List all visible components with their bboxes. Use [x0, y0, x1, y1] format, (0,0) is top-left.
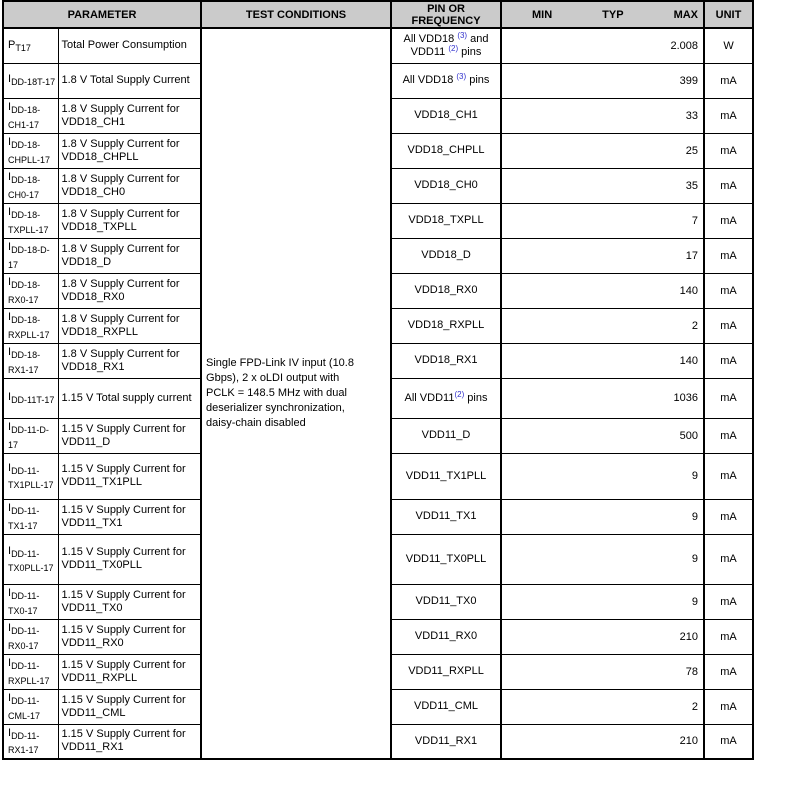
pin-or-frequency-cell	[391, 168, 501, 203]
pin-text: VDD18_RX1	[414, 354, 478, 366]
max-value-cell: 210	[501, 619, 704, 654]
max-value-cell: 33	[501, 98, 704, 133]
pin-text: VDD18_D	[421, 249, 471, 261]
pin-or-frequency-cell	[391, 343, 501, 378]
param-symbol-base: I	[8, 73, 12, 86]
unit-cell: mA	[704, 499, 753, 534]
unit-cell: mA	[704, 418, 753, 453]
pin-text: pins	[466, 74, 490, 86]
param-symbol-subscript: DD-18T-17	[11, 77, 56, 88]
param-symbol-cell	[3, 689, 58, 724]
param-symbol-subscript: DD-11-RX0-17	[8, 626, 40, 651]
param-symbol-base: I	[8, 311, 12, 324]
max-value-cell: 9	[501, 499, 704, 534]
param-description-cell: 1.15 V Supply Current for VDD11_TX0PLL	[58, 534, 201, 584]
param-symbol-cell	[3, 619, 58, 654]
power-supply-current-table	[2, 0, 754, 760]
param-symbol-cell	[3, 584, 58, 619]
unit-cell: mA	[704, 619, 753, 654]
param-symbol-subscript: DD-11-TX1PLL-17	[8, 466, 54, 491]
pin-or-frequency-cell	[391, 308, 501, 343]
unit-cell: mA	[704, 238, 753, 273]
col-header-parameter: PARAMETER	[3, 1, 201, 28]
pin-or-frequency-cell	[391, 28, 501, 63]
test-conditions-text: Single FPD-Link IV input (10.8 Gbps), 2 x oLDI output with PCLK = 148.5 MHz with dual deserializer synchronization, daisy-chain disabled	[206, 357, 354, 429]
test-conditions-cell	[201, 28, 391, 759]
param-symbol-subscript: DD-18-CH0-17	[8, 175, 41, 200]
param-symbol-cell	[3, 378, 58, 418]
footnote-ref-link[interactable]: (2)	[454, 389, 465, 399]
pin-text: VDD18_RXPLL	[407, 319, 485, 331]
max-value-cell: 78	[501, 654, 704, 689]
param-symbol-subscript: DD-18-CHPLL-17	[8, 140, 51, 165]
pin-or-frequency-cell	[391, 378, 501, 418]
param-symbol-cell	[3, 203, 58, 238]
pin-or-frequency-cell	[391, 619, 501, 654]
header-row	[3, 1, 753, 28]
min-typ-max-labels	[502, 9, 703, 21]
param-symbol-subscript: DD-11-RXPLL-17	[8, 661, 50, 686]
param-symbol-cell	[3, 534, 58, 584]
col-header-min-typ-max	[501, 1, 704, 28]
pin-text: VDD18_RX0	[414, 284, 478, 296]
param-symbol-base: I	[8, 657, 12, 670]
param-symbol-subscript: T17	[15, 42, 31, 53]
unit-cell: mA	[704, 308, 753, 343]
param-symbol-cell	[3, 63, 58, 98]
param-description-cell: 1.15 V Supply Current for VDD11_CML	[58, 689, 201, 724]
pin-text: VDD11_RXPLL	[408, 665, 484, 677]
param-symbol-subscript: DD-18-RX1-17	[8, 350, 41, 375]
max-value-cell: 210	[501, 724, 704, 759]
param-symbol-base: I	[8, 241, 12, 254]
pin-or-frequency-cell	[391, 203, 501, 238]
param-symbol-base: I	[8, 727, 12, 740]
pin-or-frequency-cell	[391, 499, 501, 534]
pin-or-frequency-cell	[391, 689, 501, 724]
pin-text: VDD11_RX0	[414, 630, 478, 642]
pin-text: VDD18_TXPLL	[408, 214, 484, 226]
param-symbol-base: I	[8, 390, 12, 403]
param-symbol-base: I	[8, 502, 12, 515]
unit-cell: mA	[704, 203, 753, 238]
footnote-ref-link[interactable]: (3)	[456, 72, 467, 81]
pin-text: All VDD18	[402, 74, 457, 86]
param-symbol-cell	[3, 499, 58, 534]
max-value-cell: 399	[501, 63, 704, 98]
param-symbol-cell	[3, 98, 58, 133]
pin-text: All VDD11	[404, 391, 455, 404]
max-value-cell: 35	[501, 168, 704, 203]
unit-cell: mA	[704, 654, 753, 689]
pin-text: VDD11_CML	[414, 700, 479, 712]
max-value-cell: 140	[501, 343, 704, 378]
col-header-unit: UNIT	[704, 1, 753, 28]
param-symbol-base: I	[8, 206, 12, 219]
param-symbol-cell	[3, 418, 58, 453]
param-symbol-subscript: DD-18-RX0-17	[8, 280, 41, 305]
param-symbol-subscript: DD-11-TX1-17	[8, 506, 40, 531]
unit-cell: mA	[704, 584, 753, 619]
param-symbol-cell	[3, 654, 58, 689]
table-row	[3, 28, 753, 63]
param-symbol-base: I	[8, 461, 12, 474]
param-symbol-subscript: DD-11-RX1-17	[8, 731, 40, 756]
param-symbol-cell	[3, 168, 58, 203]
pin-or-frequency-cell	[391, 534, 501, 584]
max-value-cell: 9	[501, 584, 704, 619]
unit-cell: mA	[704, 724, 753, 759]
max-value-cell: 140	[501, 273, 704, 308]
param-symbol-subscript: DD-18-RXPLL-17	[8, 315, 50, 340]
param-symbol-base: I	[8, 544, 12, 557]
pin-text: pins	[464, 391, 488, 404]
param-symbol-subscript: DD-11T-17	[11, 395, 55, 406]
max-value-cell: 7	[501, 203, 704, 238]
pin-or-frequency-cell	[391, 63, 501, 98]
param-symbol-base: I	[8, 692, 12, 705]
param-symbol-subscript: DD-11-TX0PLL-17	[8, 549, 54, 574]
param-description-cell: 1.15 V Supply Current for VDD11_TX1	[58, 499, 201, 534]
param-symbol-cell	[3, 308, 58, 343]
max-value-cell: 2	[501, 308, 704, 343]
pin-or-frequency-cell	[391, 724, 501, 759]
unit-cell: mA	[704, 378, 753, 418]
max-value-cell: 2	[501, 689, 704, 724]
pin-text: and VDD11	[410, 32, 489, 58]
param-symbol-cell	[3, 273, 58, 308]
param-symbol-base: P	[8, 38, 16, 51]
param-description-cell: 1.8 V Supply Current for VDD18_CHPLL	[58, 133, 201, 168]
footnote-ref-link[interactable]: (2)	[448, 43, 459, 53]
param-symbol-cell	[3, 453, 58, 499]
param-description-cell: 1.15 V Supply Current for VDD11_TX1PLL	[58, 453, 201, 499]
param-symbol-subscript: DD-11-D-17	[8, 425, 49, 450]
param-symbol-subscript: DD-18-D-17	[8, 245, 50, 270]
pin-text: VDD11_TX1	[415, 510, 477, 522]
param-symbol-cell	[3, 133, 58, 168]
pin-text: VDD18_CH1	[414, 109, 478, 121]
param-description-cell: 1.8 V Supply Current for VDD18_CH0	[58, 168, 201, 203]
max-value-cell: 2.008	[501, 28, 704, 63]
param-symbol-base: I	[8, 101, 12, 114]
pin-text: VDD18_CHPLL	[407, 144, 485, 156]
footnote-ref-link[interactable]: (3)	[457, 30, 468, 40]
max-value-cell: 1036	[501, 378, 704, 418]
pin-text: VDD18_CH0	[414, 179, 478, 191]
max-value-cell: 17	[501, 238, 704, 273]
col-header-min: MIN	[532, 8, 553, 21]
pin-text: VDD11_TX0PLL	[405, 552, 487, 565]
pin-text: pins	[458, 45, 482, 58]
param-description-cell: 1.15 V Supply Current for VDD11_RX0	[58, 619, 201, 654]
param-description-cell: 1.8 V Supply Current for VDD18_RX0	[58, 273, 201, 308]
param-symbol-base: I	[8, 276, 12, 289]
pin-text: All VDD18	[403, 32, 458, 45]
pin-or-frequency-cell	[391, 238, 501, 273]
param-symbol-base: I	[8, 421, 12, 434]
param-symbol-base: I	[8, 622, 12, 635]
param-symbol-base: I	[8, 587, 12, 600]
param-description-cell: 1.8 V Supply Current for VDD18_CH1	[58, 98, 201, 133]
unit-cell: mA	[704, 453, 753, 499]
max-value-cell: 25	[501, 133, 704, 168]
unit-cell: W	[704, 28, 753, 63]
unit-cell: mA	[704, 98, 753, 133]
pin-text: VDD11_TX0	[415, 595, 477, 607]
table-body	[3, 28, 753, 759]
param-description-cell: 1.15 V Supply Current for VDD11_RX1	[58, 724, 201, 759]
max-value-cell: 500	[501, 418, 704, 453]
param-symbol-cell	[3, 343, 58, 378]
pin-text: VDD11_RX1	[414, 734, 478, 747]
param-description-cell: 1.8 V Supply Current for VDD18_RX1	[58, 343, 201, 378]
unit-cell: mA	[704, 534, 753, 584]
pin-text: VDD11_D	[421, 429, 471, 441]
pin-or-frequency-cell	[391, 273, 501, 308]
param-description-cell: 1.8 V Supply Current for VDD18_D	[58, 238, 201, 273]
col-header-test-conditions: TEST CONDITIONS	[201, 1, 391, 28]
pin-or-frequency-cell	[391, 584, 501, 619]
param-symbol-cell	[3, 28, 58, 63]
param-symbol-base: I	[8, 136, 12, 149]
param-description-cell: 1.15 V Supply Current for VDD11_TX0	[58, 584, 201, 619]
col-header-typ: TYP	[602, 8, 624, 21]
unit-cell: mA	[704, 63, 753, 98]
param-symbol-base: I	[8, 346, 12, 359]
param-symbol-subscript: DD-18-CH1-17	[8, 105, 41, 130]
param-description-cell: 1.8 V Total Supply Current	[58, 63, 201, 98]
pin-text: VDD11_TX1PLL	[405, 469, 487, 482]
max-value-cell: 9	[501, 534, 704, 584]
unit-cell: mA	[704, 273, 753, 308]
param-description-cell: Total Power Consumption	[58, 28, 201, 63]
table-header	[3, 1, 753, 28]
param-description-cell: 1.8 V Supply Current for VDD18_TXPLL	[58, 203, 201, 238]
col-header-max: MAX	[673, 8, 699, 21]
pin-or-frequency-cell	[391, 133, 501, 168]
param-symbol-subscript: DD-18-TXPLL-17	[8, 210, 49, 235]
pin-or-frequency-cell	[391, 418, 501, 453]
param-description-cell: 1.15 V Supply Current for VDD11_D	[58, 418, 201, 453]
col-header-pin-or-frequency: PIN OR FREQUENCY	[391, 1, 501, 28]
param-symbol-cell	[3, 724, 58, 759]
unit-cell: mA	[704, 343, 753, 378]
param-description-cell: 1.8 V Supply Current for VDD18_RXPLL	[58, 308, 201, 343]
pin-or-frequency-cell	[391, 453, 501, 499]
max-value-cell: 9	[501, 453, 704, 499]
param-description-cell: 1.15 V Supply Current for VDD11_RXPLL	[58, 654, 201, 689]
unit-cell: mA	[704, 133, 753, 168]
unit-cell: mA	[704, 168, 753, 203]
pin-or-frequency-cell	[391, 98, 501, 133]
param-symbol-subscript: DD-11-CML-17	[8, 696, 41, 721]
unit-cell: mA	[704, 689, 753, 724]
param-symbol-subscript: DD-11-TX0-17	[8, 591, 40, 616]
pin-or-frequency-cell	[391, 654, 501, 689]
param-symbol-base: I	[8, 171, 12, 184]
param-symbol-cell	[3, 238, 58, 273]
param-description-cell: 1.15 V Total supply current	[58, 378, 201, 418]
